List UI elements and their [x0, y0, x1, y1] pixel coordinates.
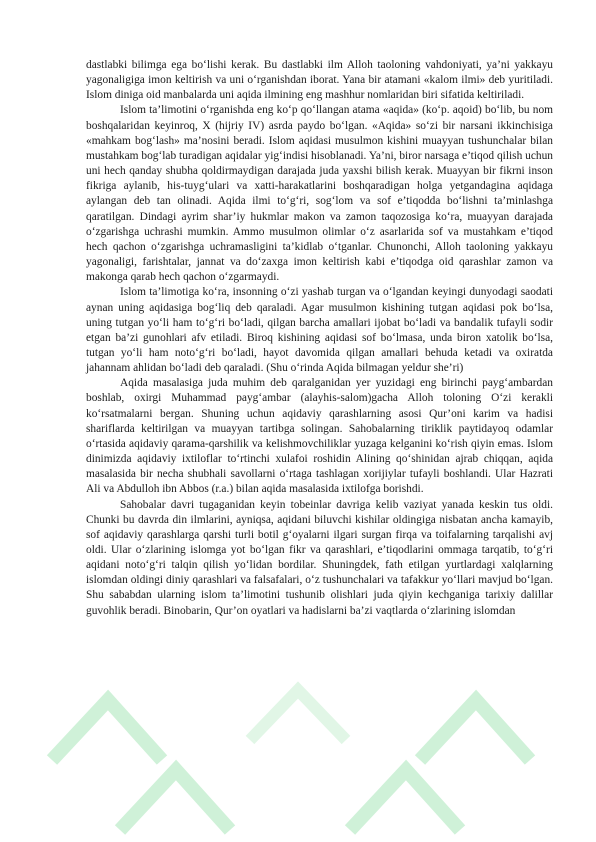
paragraph: Aqida masalasiga juda muhim deb qaralganidan yer yuzidagi eng birinchi payg‘ambardan boshlab, oxirgi Muhammad payg‘ambar (alayhis-salom)gacha Alloh toloning O‘zi kerakli ko‘rsatmalarni bergan. Shuning uchun aqidaviy qarashlarning asosi Qur’oni karim va hadisi shariflarda keltirilgan va muayyan tartibga solingan. Sahobalarning tiriklik paytidayoq odamlar o‘rtasida aqidaviy qarama-qarshilik va kelishmovchiliklar yuzaga kelganini ko‘rish qiyin emas. Islom dinimizda aqidaviy ixtiloflar to‘rtinchi xulafoi roshidin Alining qo‘shinidan ajrab chiqqan, aqida masalasida bir necha shubhali savollarni o‘rtaga tashlagan xorijiylar tufayli boshlandi. Ular Hazrati Ali va Abdulloh ibn Abbos (r.a.) bilan aqida masalasida ixtilofga borishdi.	[86, 377, 553, 496]
paragraph: dastlabki bilimga ega bo‘lishi kerak. Bu dastlabki ilm Alloh taoloning vahdoniyati, ya’ni yakkayu yagonaligiga imon keltirish va uni o‘rganishdan iborat. Yana bir atamani «kalom ilmi» deb yuritiladi. Islom diniga oid manbalarda uni aqida ilmining eng mashhur nomlaridan biri sifatida keltiriladi.	[86, 59, 553, 102]
paragraph: Islom ta’limotini o‘rganishda eng ko‘p qo‘llangan atama «aqida» (ko‘p. aqoid) bo‘lib, bu nom boshqalaridan keyinroq, X (hijriy IV) asrda paydo bo‘lgan. «Aqida» so‘zi bir narsani ikkinchisiga «mahkam bog‘lash» ma’nosini beradi. Islom aqidasi musulmon kishini muayyan tushunchalar bilan mustahkam bog‘lab turadigan aqidalar yig‘indisi hisoblanadi. Ya’ni, biror narsaga e’tiqod qilish uchun uni hech qanday shubha qoldirmaydigan darajada juda yaxshi bilish kerak. Muayyan bir fikrni inson fikriga aylanib, his-tuyg‘ulari va xatti-harakatlarini boshqaradigan holga yetgandagina aqidaga aylangan deb tan olinadi. Aqida ilmi to‘g‘ri, sog‘lom va sof e’tiqodda bo‘lishni ta’minlashga qaratilgan. Dindagi ayrim shar’iy hukmlar makon va zamon taqozosiga ko‘ra, muayyan darajada o‘zgarishga uchrashi mumkin. Ammo musulmon olimlar o‘z asarlarida sof va mustahkam e’tiqod hech qachon o‘zgarishga uchramasligini ta’kidlab o‘tganlar. Chunonchi, Alloh taoloning yakkayu yagonaligi, farishtalar, jannat va do‘zaxga imon keltirish kabi e’tiqodga oid qarashlar zamon va makonga qarab hech qachon o‘zgarmaydi.	[86, 104, 553, 284]
paragraph: Islom ta’limotiga ko‘ra, insonning o‘zi yashab turgan va o‘lgandan keyingi dunyodagi saodati aynan uning aqidasiga bog‘liq deb qaraladi. Agar musulmon kishining tutgan aqidasi pok bo‘lsa, uning tutgan yo‘li ham to‘g‘ri bo‘ladi, qilgan barcha amallari ijobat bo‘ladi va bandalik tufayli sodir etgan ba’zi gunohlari afv etiladi. Biroq kishining aqidasi sof bo‘lmasa, unda biron xatolik bo‘lsa, tutgan yo‘li ham noto‘g‘ri bo‘ladi, hayot davomida qilgan amallari behuda ketadi va oxiratda jahannam ahlidan bo‘ladi deb qaraladi. (Shu o‘rinda Aqida bilmagan yeldur she’ri)	[86, 286, 553, 375]
body-text	[86, 58, 553, 619]
paragraph: Sahobalar davri tugaganidan keyin tobeinlar davriga kelib vaziyat yanada keskin tus oldi. Chunki bu davrda din ilmlarini, ayniqsa, aqidani biluvchi kishilar oldingiga nisbatan ancha kamayib, sof aqidaviy qarashlarga qarshi turli botil g‘oyalarni ilgari surgan firqa va toifalarning tarqalishi avj oldi. Ular o‘zlarining islomga yot bo‘lgan fikr va qarashlari, e’tiqodlarini ommaga tarqatib, to‘g‘ri aqidani noto‘g‘ri talqin qilish yo‘lidan bordilar. Shuningdek, fath etilgan yurtlardagi xalqlarning islomdan oldingi diniy qarashlari va falsafalari, o‘z tushunchalari va tafakkur yo‘llari mavjud bo‘lgan. Shu sababdan ularning islom ta’limotini tushunib olishlari juda qiyin kechganiga tarixiy dalillar guvohlik beradi. Binobarin, Qur’on oyatlari va hadislarni ba’zi vaqtlarda o‘zlarining islomdan	[86, 498, 553, 617]
